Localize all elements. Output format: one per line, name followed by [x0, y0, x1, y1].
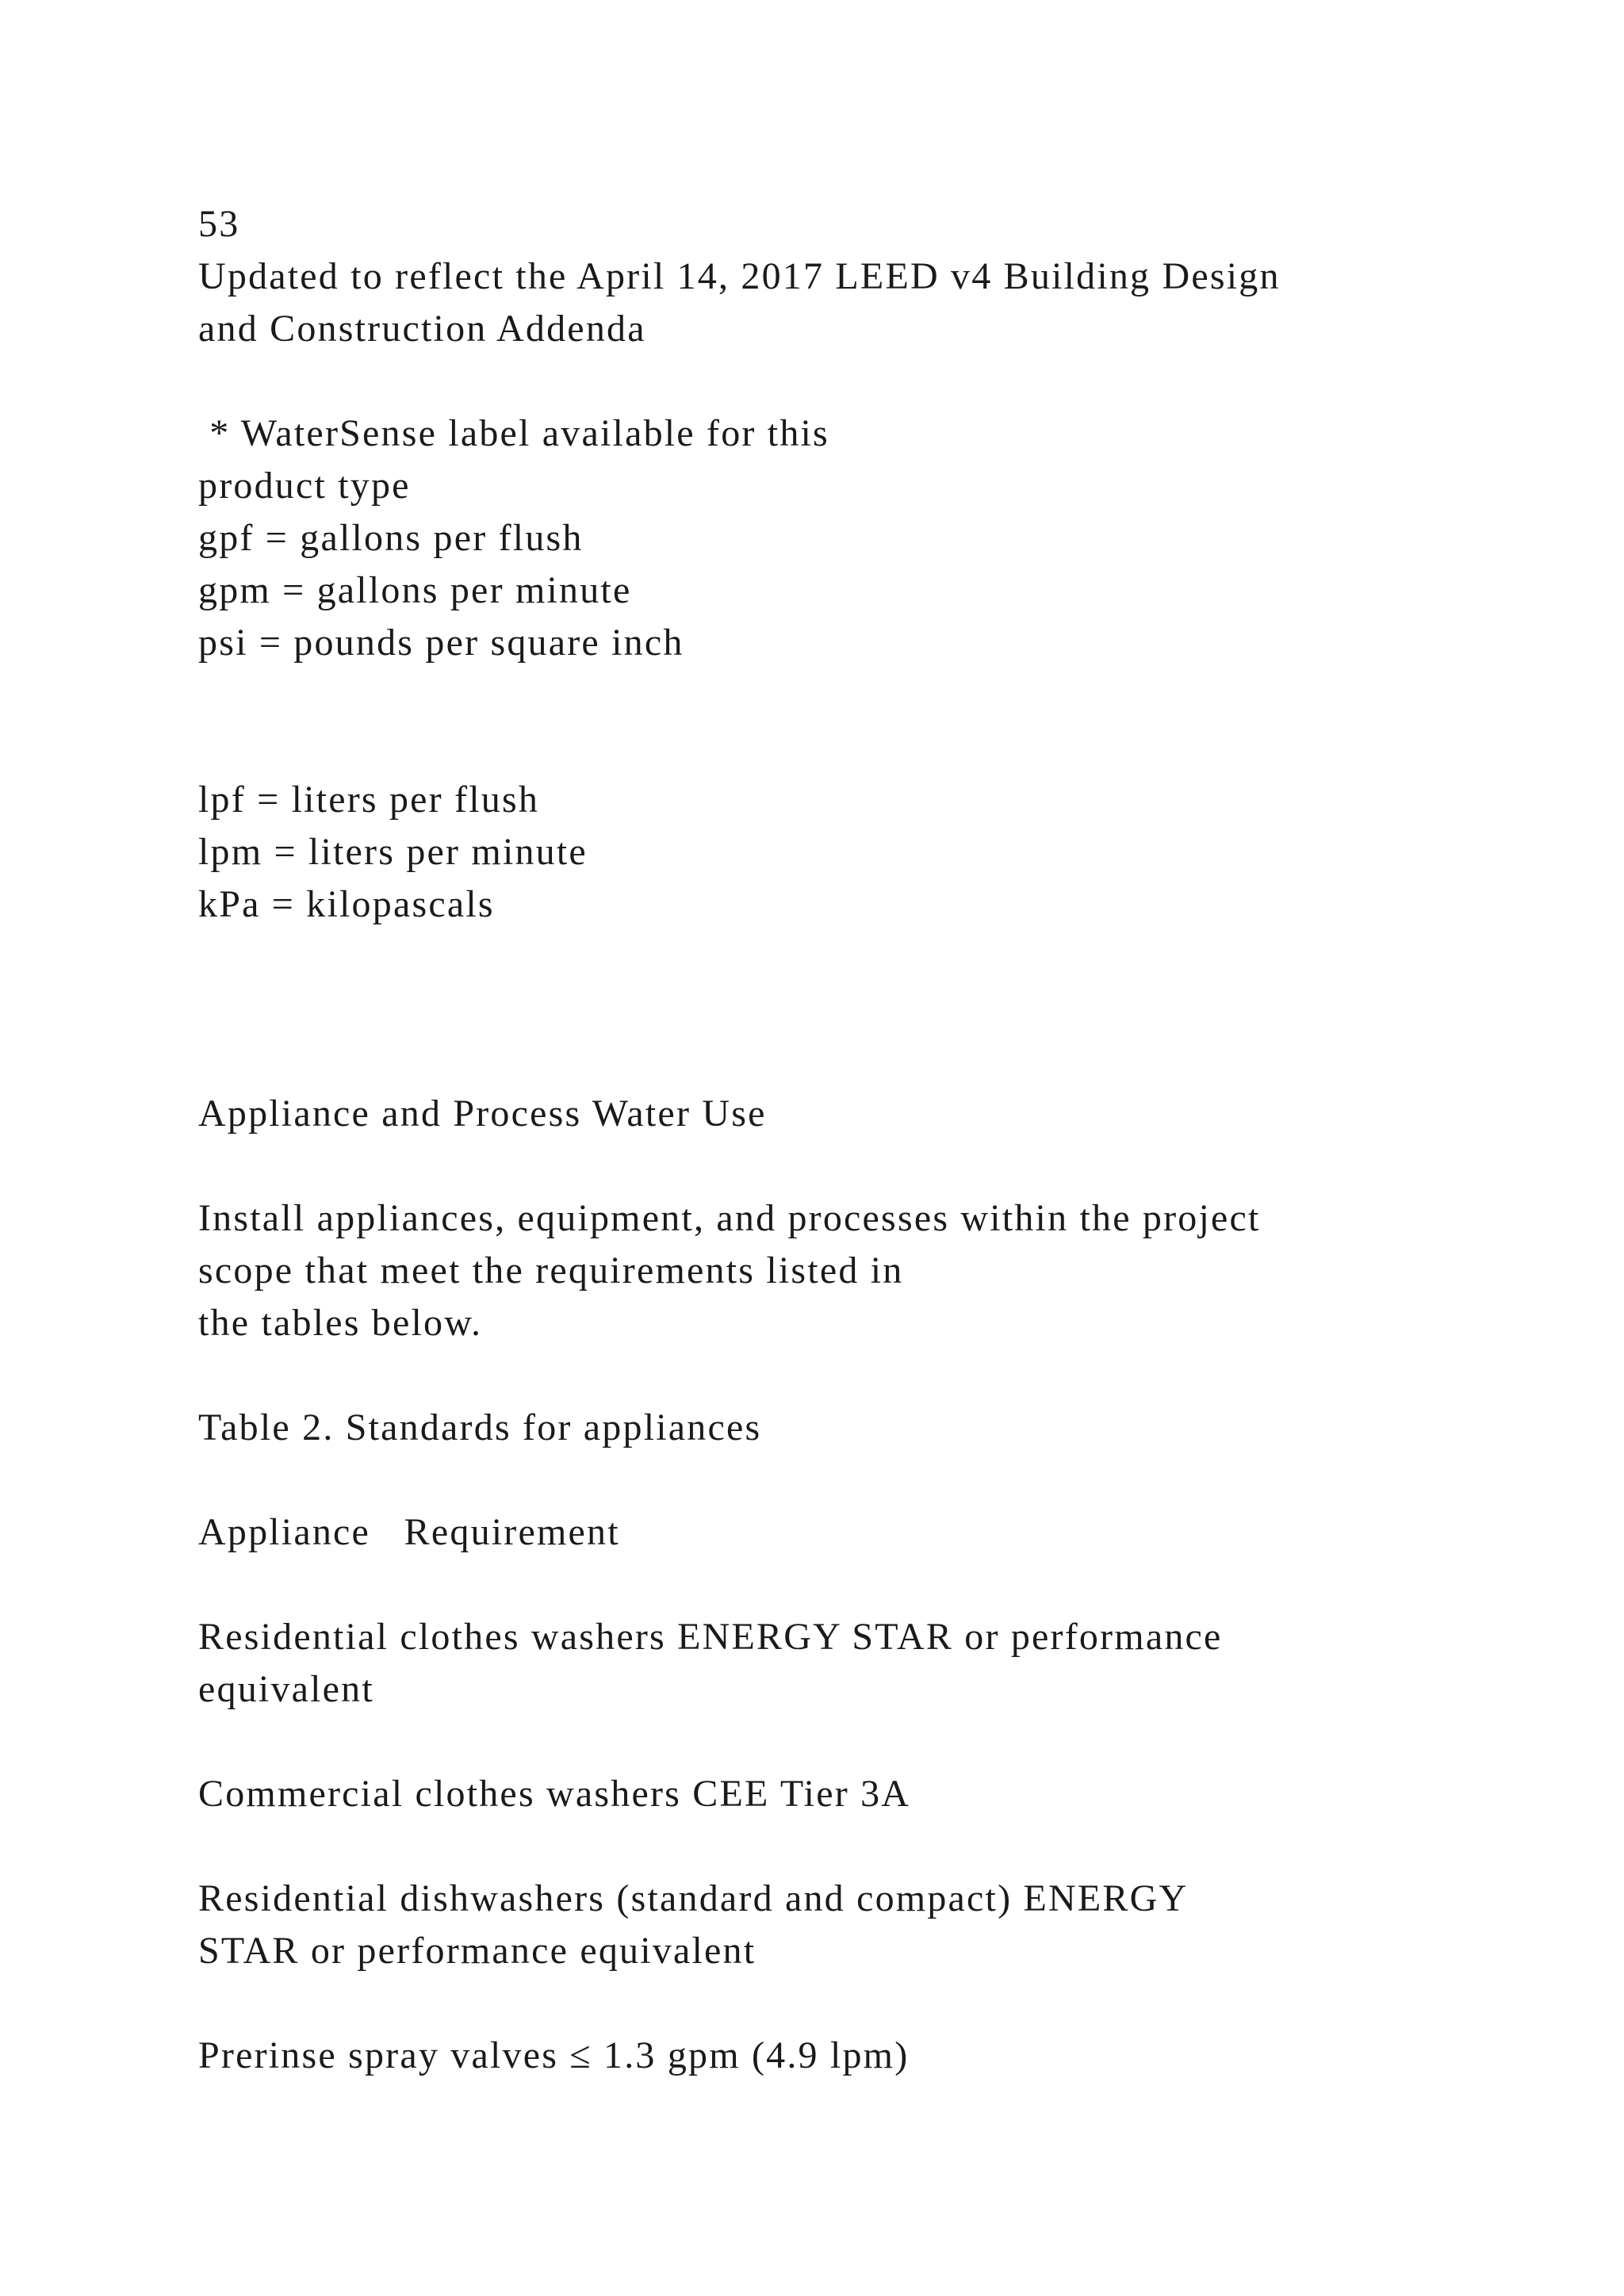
spacer: [198, 931, 1546, 1088]
section-title: Appliance and Process Water Use: [198, 1093, 767, 1135]
table-row-line: Commercial clothes washers CEE Tier 3A: [198, 1773, 911, 1815]
table-row-line: Residential dishwashers (standard and compact) ENERGY: [198, 1877, 1189, 1919]
table-header: Appliance Requirement: [198, 1511, 620, 1553]
header-line-1: Updated to reflect the April 14, 2017 LEED v4 Building Design: [198, 255, 1281, 297]
page-number: 53: [198, 203, 240, 245]
header-line-2: and Construction Addenda: [198, 308, 646, 350]
section-intro-line-3: the tables below.: [198, 1302, 483, 1344]
spacer: [198, 355, 1546, 408]
abbrev-kpa: kPa = kilopascals: [198, 883, 495, 925]
table-row-line: STAR or performance equivalent: [198, 1930, 756, 1972]
spacer: [198, 1454, 1546, 1506]
abbrev-lpf: lpf = liters per flush: [198, 779, 540, 821]
table-row: [198, 1873, 1546, 1977]
spacer: [198, 1559, 1546, 1611]
watersense-note-line-1: * WaterSense label available for this: [198, 412, 829, 454]
table-caption: Table 2. Standards for appliances: [198, 1406, 762, 1448]
spacer: [198, 1140, 1546, 1192]
abbrev-gpf: gpf = gallons per flush: [198, 517, 584, 559]
spacer: [198, 1977, 1546, 2030]
watersense-note-line-2: product type: [198, 465, 411, 507]
spacer: [198, 1349, 1546, 1402]
spacer: [198, 1716, 1546, 1768]
abbrev-lpm: lpm = liters per minute: [198, 831, 588, 873]
table-row-line: equivalent: [198, 1668, 374, 1710]
table-row: [198, 2030, 1546, 2082]
document-page: [198, 198, 1546, 2082]
section-intro-line-1: Install appliances, equipment, and processes within the project: [198, 1197, 1261, 1239]
spacer: [198, 1820, 1546, 1873]
table-row: [198, 1611, 1546, 1716]
table-row: [198, 1768, 1546, 1820]
spacer: [198, 669, 1546, 774]
table-row-line: Prerinse spray valves ≤ 1.3 gpm (4.9 lpm): [198, 2034, 910, 2076]
table-row-line: Residential clothes washers ENERGY STAR or performance: [198, 1616, 1223, 1658]
section-intro-line-2: scope that meet the requirements listed in: [198, 1249, 904, 1292]
abbrev-psi: psi = pounds per square inch: [198, 622, 684, 664]
abbrev-gpm: gpm = gallons per minute: [198, 569, 632, 611]
